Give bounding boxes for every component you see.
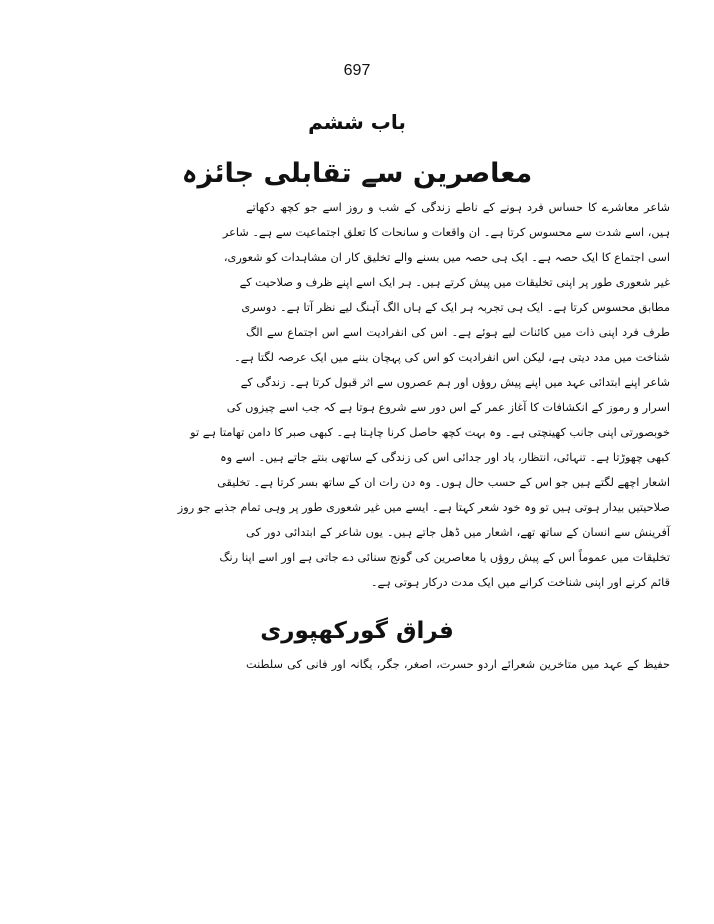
paragraph-line: شاعر اپنے ابتدائی عہد میں اپنے پیش روؤں اور ہم عصروں سے اثر قبول کرتا ہے۔ زندگی کے	[240, 376, 670, 389]
page-number: 697	[343, 62, 371, 79]
paragraph-line: ہیں، اسے شدت سے محسوس کرتا ہے۔ ان واقعات و سانحات کا تعلق اجتماعیت سے ہے۔ شاعر	[222, 226, 670, 239]
paragraph-line: خوبصورتی اپنی جانب کھینچتی ہے۔ وہ بہت کچھ حاصل کرنا چاہتا ہے۔ کبھی صبر کا دامن تھامتا ہے تو	[190, 426, 670, 439]
paragraph-line: حفیظ کے عہد میں متاخرین شعرائے اردو حسرت، اصغر، جگر، یگانہ اور فانی کی سلطنت	[246, 658, 670, 671]
paragraph-line: اسی اجتماع کا ایک حصہ ہے۔ ایک ہی حصہ میں بسنے والے تخلیق کار ان مشاہدات کو شعوری،	[223, 251, 670, 264]
section-paragraph	[246, 652, 670, 677]
paragraph-line: صلاحیتیں بیدار ہوتی ہیں تو وہ خود شعر کہتا ہے۔ ایسے میں غیر شعوری طور پر وہی تمام جذبے جو روز	[177, 501, 670, 514]
paragraph-line: اشعار اچھے لگتے ہیں جو اس کے حسب حال ہوں۔ وہ دن رات ان کے ساتھ بسر کرتا ہے۔ تخلیقی	[217, 476, 670, 489]
paragraph-line: تخلیقات میں عموماً اس کے پیش روؤں یا معاصرین کی گونج سنائی دے جاتی ہے اور اسے اپنا رنگ	[219, 551, 670, 564]
paragraph-line: کبھی چھوڑتا ہے۔ تنہائی، انتظار، یاد اور جدائی اس کی زندگی کے ساتھی بنتے جاتے ہیں۔ اسے وہ	[219, 451, 670, 464]
paragraph-line: قائم کرنے اور اپنی شناخت کرانے میں ایک مدت درکار ہوتی ہے۔	[370, 576, 670, 589]
paragraph-line: شاعر معاشرے کا حساس فرد ہونے کے ناطے زندگی کے شب و روز اسے جو کچھ دکھاتے	[246, 201, 670, 214]
paragraph-line: غیر شعوری طور پر اپنی تخلیقات میں پیش کرتے ہیں۔ ہر ایک اسے اپنے ظرف و صلاحیت کے	[239, 276, 670, 289]
main-title: معاصرین سے تقابلی جائزہ	[181, 158, 533, 189]
paragraph-line: شناخت میں مدد دیتی ہے، لیکن اس انفرادیت کو اس کی پہچان بننے میں ایک عرصہ لگتا ہے۔	[234, 351, 670, 364]
section-heading: فراق گورکھپوری	[260, 618, 454, 644]
paragraph-line: مطابق محسوس کرتا ہے۔ ایک ہی تجربہ ہر ایک کے ہاں الگ آہنگ لیے نظر آتا ہے۔ دوسری	[241, 301, 670, 314]
paragraph-line: اسرار و رموز کے انکشافات کا آغاز عمر کے اس دور سے شروع ہوتا ہے کہ جب اسے چیزوں کی	[226, 401, 670, 414]
paragraph-line: آفرینش سے انسان کے ساتھ تھے، اشعار میں ڈھل جاتے ہیں۔ یوں شاعر کے ابتدائی دور کی	[246, 526, 670, 539]
paragraph-line: طرف فرد اپنی ذات میں کائنات لیے ہوئے ہے۔ اس کی انفرادیت اسے اس اجتماع سے الگ	[246, 326, 670, 339]
body-paragraph	[177, 195, 670, 595]
chapter-heading: باب ششم	[308, 110, 406, 134]
